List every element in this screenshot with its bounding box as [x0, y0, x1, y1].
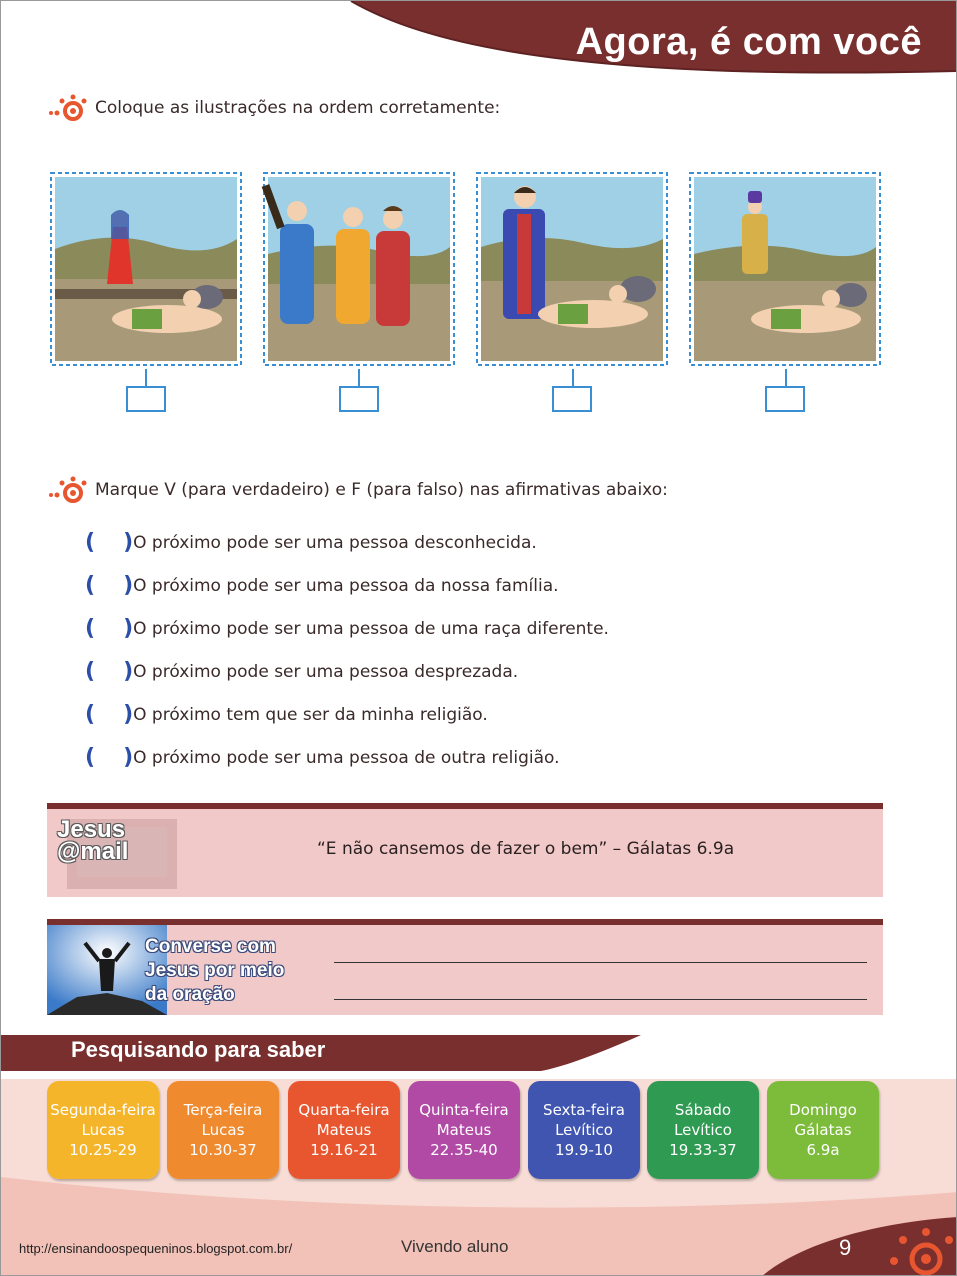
strip-top-border: [47, 919, 883, 925]
jesus-mail-strip: [47, 803, 883, 897]
day-card-tuesday: [167, 1081, 279, 1179]
illustration-frame-1: [47, 169, 245, 369]
statement-text: O próximo pode ser uma pessoa desprezada.: [133, 661, 519, 682]
book-label: Lucas: [201, 1121, 245, 1139]
open-paren: (: [85, 745, 96, 770]
research-title: Pesquisando para saber: [71, 1037, 326, 1062]
ref-label: 19.16-21: [310, 1141, 378, 1159]
connector-line: [785, 369, 787, 386]
page-title: Agora, é com você: [575, 21, 922, 63]
close-paren: ): [123, 745, 134, 770]
day-card-wednesday: [288, 1081, 400, 1179]
connector-line: [145, 369, 147, 386]
book-label: Levítico: [674, 1121, 732, 1139]
book-label: Mateus: [436, 1121, 492, 1139]
book-label: Levítico: [555, 1121, 613, 1139]
footer-book-name: Vivendo aluno: [401, 1237, 509, 1256]
illustration-wounded-man-woman: [47, 169, 245, 369]
label-line: da oração: [145, 984, 235, 1005]
book-label: Lucas: [81, 1121, 125, 1139]
ref-label: 6.9a: [806, 1141, 840, 1159]
day-label: Terça-feira: [183, 1101, 263, 1119]
day-label: Quarta-feira: [298, 1101, 390, 1119]
connector-line: [572, 369, 574, 386]
instruction-true-false: [49, 475, 668, 505]
statement-text: O próximo pode ser uma pessoa da nossa família.: [133, 575, 559, 596]
label-line: @mail: [57, 838, 129, 865]
instruction-text: Coloque as ilustrações na ordem corretamente:: [95, 98, 501, 118]
illustration-frame-3: [473, 169, 671, 369]
order-box-1[interactable]: [126, 386, 166, 412]
close-paren: ): [123, 530, 134, 555]
day-label: Sábado: [674, 1101, 732, 1119]
sun-icon: [49, 93, 87, 123]
prayer-strip: [47, 919, 883, 1015]
list-item: [85, 564, 609, 607]
jesus-mail-label: [57, 816, 129, 865]
day-card-thursday: [408, 1081, 520, 1179]
label-line: Jesus por meio: [145, 960, 285, 981]
ref-label: 10.30-37: [189, 1141, 257, 1159]
close-paren: ): [123, 573, 134, 598]
open-paren: (: [85, 616, 96, 641]
ref-label: 19.9-10: [555, 1141, 613, 1159]
close-paren: ): [123, 616, 134, 641]
statement-text: O próximo tem que ser da minha religião.: [133, 704, 488, 725]
day-card-saturday: [647, 1081, 759, 1179]
day-card-monday: [47, 1081, 159, 1179]
footer-url[interactable]: http://ensinandoospequeninos.blogspot.com.br/: [19, 1241, 293, 1256]
statement-text: O próximo pode ser uma pessoa de outra religião.: [133, 747, 560, 768]
illustration-frame-4: [686, 169, 884, 369]
illustration-frame-2: [260, 169, 458, 369]
ref-label: 19.33-37: [669, 1141, 737, 1159]
close-paren: ): [123, 702, 134, 727]
prayer-label: [145, 935, 284, 1007]
list-item: [85, 521, 609, 564]
page-number: 9: [839, 1235, 852, 1260]
label-line: Converse com: [145, 936, 276, 957]
close-paren: ): [123, 659, 134, 684]
instruction-text: Marque V (para verdadeiro) e F (para falso) nas afirmativas abaixo:: [95, 480, 668, 500]
illustration-priest-passes: [686, 169, 884, 369]
writing-line[interactable]: [334, 962, 867, 963]
book-label: Gálatas: [794, 1121, 852, 1139]
true-false-list: [85, 521, 609, 779]
order-box-2[interactable]: [339, 386, 379, 412]
open-paren: (: [85, 702, 96, 727]
instruction-order: [49, 93, 500, 123]
day-label: Domingo: [789, 1101, 857, 1119]
day-label: Quinta-feira: [419, 1101, 509, 1119]
sun-icon: [49, 475, 87, 505]
open-paren: (: [85, 573, 96, 598]
day-label: Segunda-feira: [50, 1101, 156, 1119]
list-item: [85, 693, 609, 736]
open-paren: (: [85, 530, 96, 555]
day-card-sunday: [767, 1081, 879, 1179]
open-paren: (: [85, 659, 96, 684]
day-card-friday: [528, 1081, 640, 1179]
order-box-4[interactable]: [765, 386, 805, 412]
ref-label: 22.35-40: [430, 1141, 498, 1159]
illustration-robbers-attack: [260, 169, 458, 369]
label-line: Jesus: [57, 816, 126, 843]
bible-verse: “E não cansemos de fazer o bem” – Gálatas 6.9a: [317, 839, 735, 859]
list-item: [85, 607, 609, 650]
order-box-3[interactable]: [552, 386, 592, 412]
ref-label: 10.25-29: [69, 1141, 137, 1159]
day-label: Sexta-feira: [543, 1101, 625, 1119]
statement-text: O próximo pode ser uma pessoa de uma raça diferente.: [133, 618, 609, 639]
list-item: [85, 736, 609, 779]
illustration-samaritan-helps: [473, 169, 671, 369]
list-item: [85, 650, 609, 693]
statement-text: O próximo pode ser uma pessoa desconhecida.: [133, 532, 537, 553]
book-label: Mateus: [316, 1121, 372, 1139]
connector-line: [358, 369, 360, 386]
writing-line[interactable]: [334, 999, 867, 1000]
